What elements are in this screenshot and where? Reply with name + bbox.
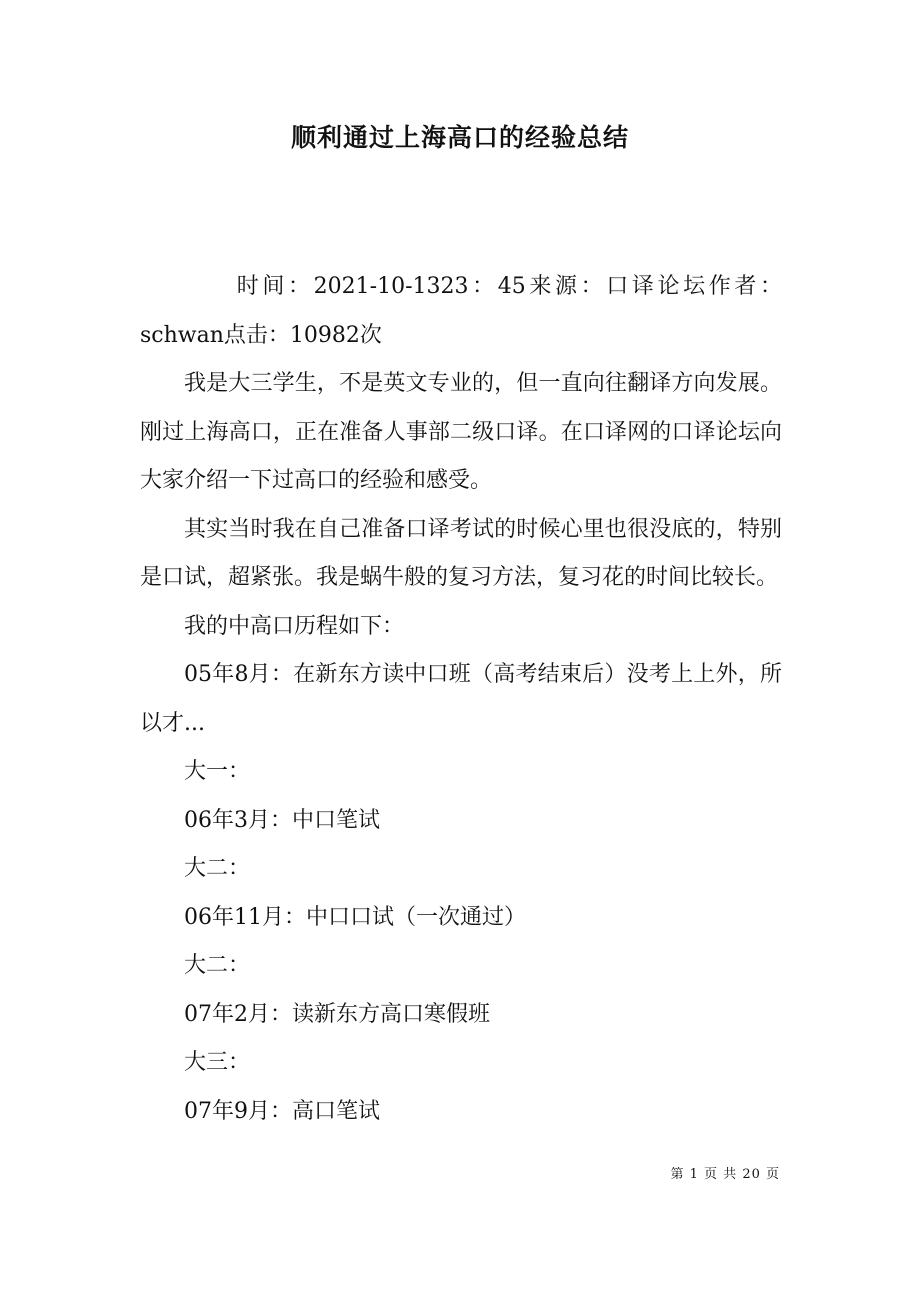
paragraph-4: 05年8月：在新东方读中口班（高考结束后）没考上上外，所以才...: [140, 662, 782, 736]
paragraph-1: 我是大三学生，不是英文专业的，但一直向往翻译方向发展。刚过上海高口，正在准备人事部二级口译。在口译网的口译论坛向大家介绍一下过高口的经验和感受。: [140, 371, 782, 493]
paragraph-5: 大一：: [184, 759, 251, 784]
paragraph-2: 其实当时我在自己准备口译考试的时候心里也很没底的，特别是口试，超紧张。我是蜗牛般的复习方法，复习花的时间比较长。: [140, 516, 782, 590]
paragraph-7: 大二：: [184, 856, 251, 881]
paragraph-11: 大三：: [184, 1050, 251, 1075]
article-meta: 时间：2021-10-1323：45来源：口译论坛作者：schwan点击：10982次: [140, 274, 782, 348]
document-title: 顺利通过上海高口的经验总结: [290, 123, 629, 152]
document-body: [140, 263, 782, 1136]
page-number-footer: 第 1 页 共 20 页: [670, 1167, 780, 1182]
paragraph-3: 我的中高口历程如下：: [184, 613, 405, 639]
paragraph-10: 07年2月：读新东方高口寒假班: [184, 1001, 490, 1027]
paragraph-6: 06年3月：中口笔试: [184, 807, 380, 833]
paragraph-9: 大二：: [184, 953, 251, 978]
paragraph-8: 06年11月：中口口试（一次通过）: [184, 904, 526, 930]
paragraph-12: 07年9月：高口笔试: [184, 1098, 380, 1124]
